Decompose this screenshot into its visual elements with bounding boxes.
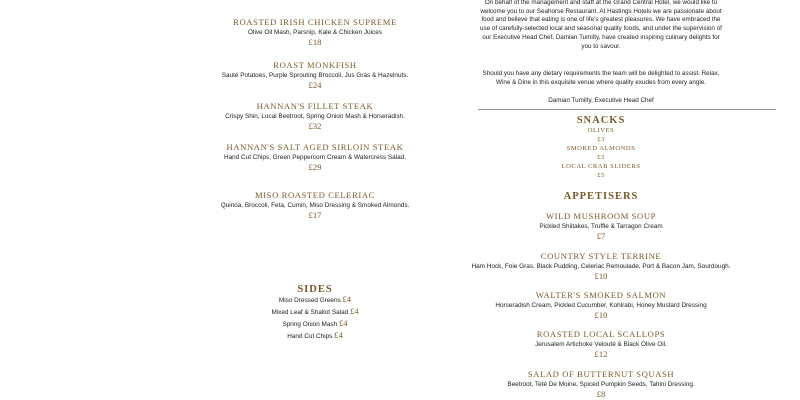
- snack-name: LOCAL CRAB SLIDERS: [561, 163, 641, 170]
- menu-item: [100, 17, 530, 48]
- dish-price: £32: [308, 121, 322, 131]
- snacks-list: [478, 126, 724, 180]
- dish-price: £18: [308, 37, 322, 47]
- snack-price: £3: [597, 136, 605, 143]
- section-divider: [478, 109, 776, 110]
- menu-item: [100, 60, 530, 91]
- appetisers-heading: APPETISERS: [563, 191, 639, 202]
- sides-list: [100, 294, 530, 342]
- dish-description: Beetroot, Teté De Moine, Spiced Pumpkin Seeds, Tahini Dressing.: [507, 381, 695, 388]
- dish-description: Horseradish Cream, Pickled Cucumber, Kohlrabi, Honey Mustard Dressing: [495, 302, 707, 309]
- dish-price: £24: [308, 80, 322, 90]
- side-item: [100, 318, 530, 330]
- dish-name: ROASTED LOCAL SCALLOPS: [536, 329, 666, 339]
- snacks-heading: SNACKS: [576, 115, 626, 126]
- dish-name: SALAD OF BUTTERNUT SQUASH: [527, 369, 675, 379]
- dish-description: Pickled Shiitakes, Truffle & Tarragon Cream: [539, 223, 663, 230]
- menu-item: [478, 211, 724, 242]
- side-price: £4: [349, 306, 359, 316]
- side-item: [100, 306, 530, 318]
- dish-name: HANNAN'S SALT AGED SIRLOIN STEAK: [226, 142, 404, 152]
- dish-name: MISO ROASTED CELERIAC: [254, 190, 376, 200]
- dish-price: £10: [594, 310, 608, 320]
- menu-item: [478, 329, 724, 360]
- side-name: Spring Onion Mash: [282, 321, 338, 328]
- dish-name: WILD MUSHROOM SOUP: [545, 211, 657, 221]
- menu-item: [100, 142, 530, 173]
- snack-name: SMOKED ALMONDS: [566, 145, 636, 152]
- sides-heading: SIDES: [297, 284, 333, 295]
- dish-name: ROASTED IRISH CHICKEN SUPREME: [233, 17, 397, 27]
- dish-description: Sauté Potatoes, Purple Sprouting Broccoli, Jus Gras & Hazelnuts.: [221, 72, 409, 79]
- dish-name: COUNTRY STYLE TERRINE: [540, 251, 662, 261]
- dish-description: Olive Oil Mash, Parsnip, Kale & Chicken Juices: [248, 29, 382, 36]
- dish-description: Crispy Shin, Local Beetroot, Spring Onion Mash & Horseradish.: [225, 113, 405, 120]
- dish-description: Quinoa, Broccoli, Feta, Cumin, Miso Dressing & Smoked Almonds.: [220, 202, 410, 209]
- menu-item: [470, 290, 732, 321]
- snack-price: £3: [597, 154, 605, 161]
- dish-price: £17: [308, 210, 322, 220]
- dish-price: £8: [596, 389, 606, 399]
- side-name: Miso Dressed Greens: [278, 297, 341, 304]
- side-name: Hand Cut Chips: [287, 333, 333, 340]
- dish-price: £10: [594, 271, 608, 281]
- side-name: Mixed Leaf & Shallot Salad: [271, 309, 349, 316]
- dish-price: £7: [596, 231, 606, 241]
- dish-name: WALTER'S SMOKED SALMON: [535, 290, 667, 300]
- chef-signature: Damian Tumilty, Executive Head Chef: [548, 97, 654, 104]
- menu-item: [100, 190, 530, 221]
- side-item: [100, 330, 530, 342]
- menu-item: [100, 101, 530, 132]
- dish-description: Ham Hock, Foie Gras, Black Pudding, Celeriac Remoulade, Port & Bacon Jam, Sourdough.: [471, 263, 731, 270]
- snack-price: £5: [597, 172, 605, 179]
- side-price: £4: [338, 318, 348, 328]
- snack-name: OLIVES: [587, 127, 615, 134]
- side-price: £4: [342, 294, 352, 304]
- dietary-note: Should you have any dietary requirements the team will be delighted to assist. Relax, Wine & Dine in this exquisite venue where quality exudes from every angle.: [482, 70, 720, 86]
- dish-price: £12: [594, 349, 608, 359]
- menu-item: [470, 251, 732, 282]
- dish-name: ROAST MONKFISH: [273, 60, 357, 70]
- dish-description: Jerusalem Artichoke Velouté & Black Olive Oil.: [535, 341, 667, 348]
- dish-description: Hand Cut Chips, Green Peppercorn Cream & Watercress Salad.: [224, 154, 406, 161]
- dish-price: £29: [308, 162, 322, 172]
- side-price: £4: [334, 330, 343, 340]
- dish-name: HANNAN'S FILLET STEAK: [256, 101, 374, 111]
- welcome-paragraph: On behalf of the management and staff at the Grand Central Hotel, we would like to welcome you to our Seahorse Restaurant. At Hastings Hotels we are passionate about food and believe that eating is one of life's greatest pleasures. We have embraced the use of carefully-selected local and seasonal quality foods, and under the supervision of our Executive Head Chef, Damian Tumilty, have created inspiring culinary delights for you to savour.: [480, 0, 722, 50]
- side-item: [100, 294, 530, 306]
- menu-item: [478, 369, 724, 400]
